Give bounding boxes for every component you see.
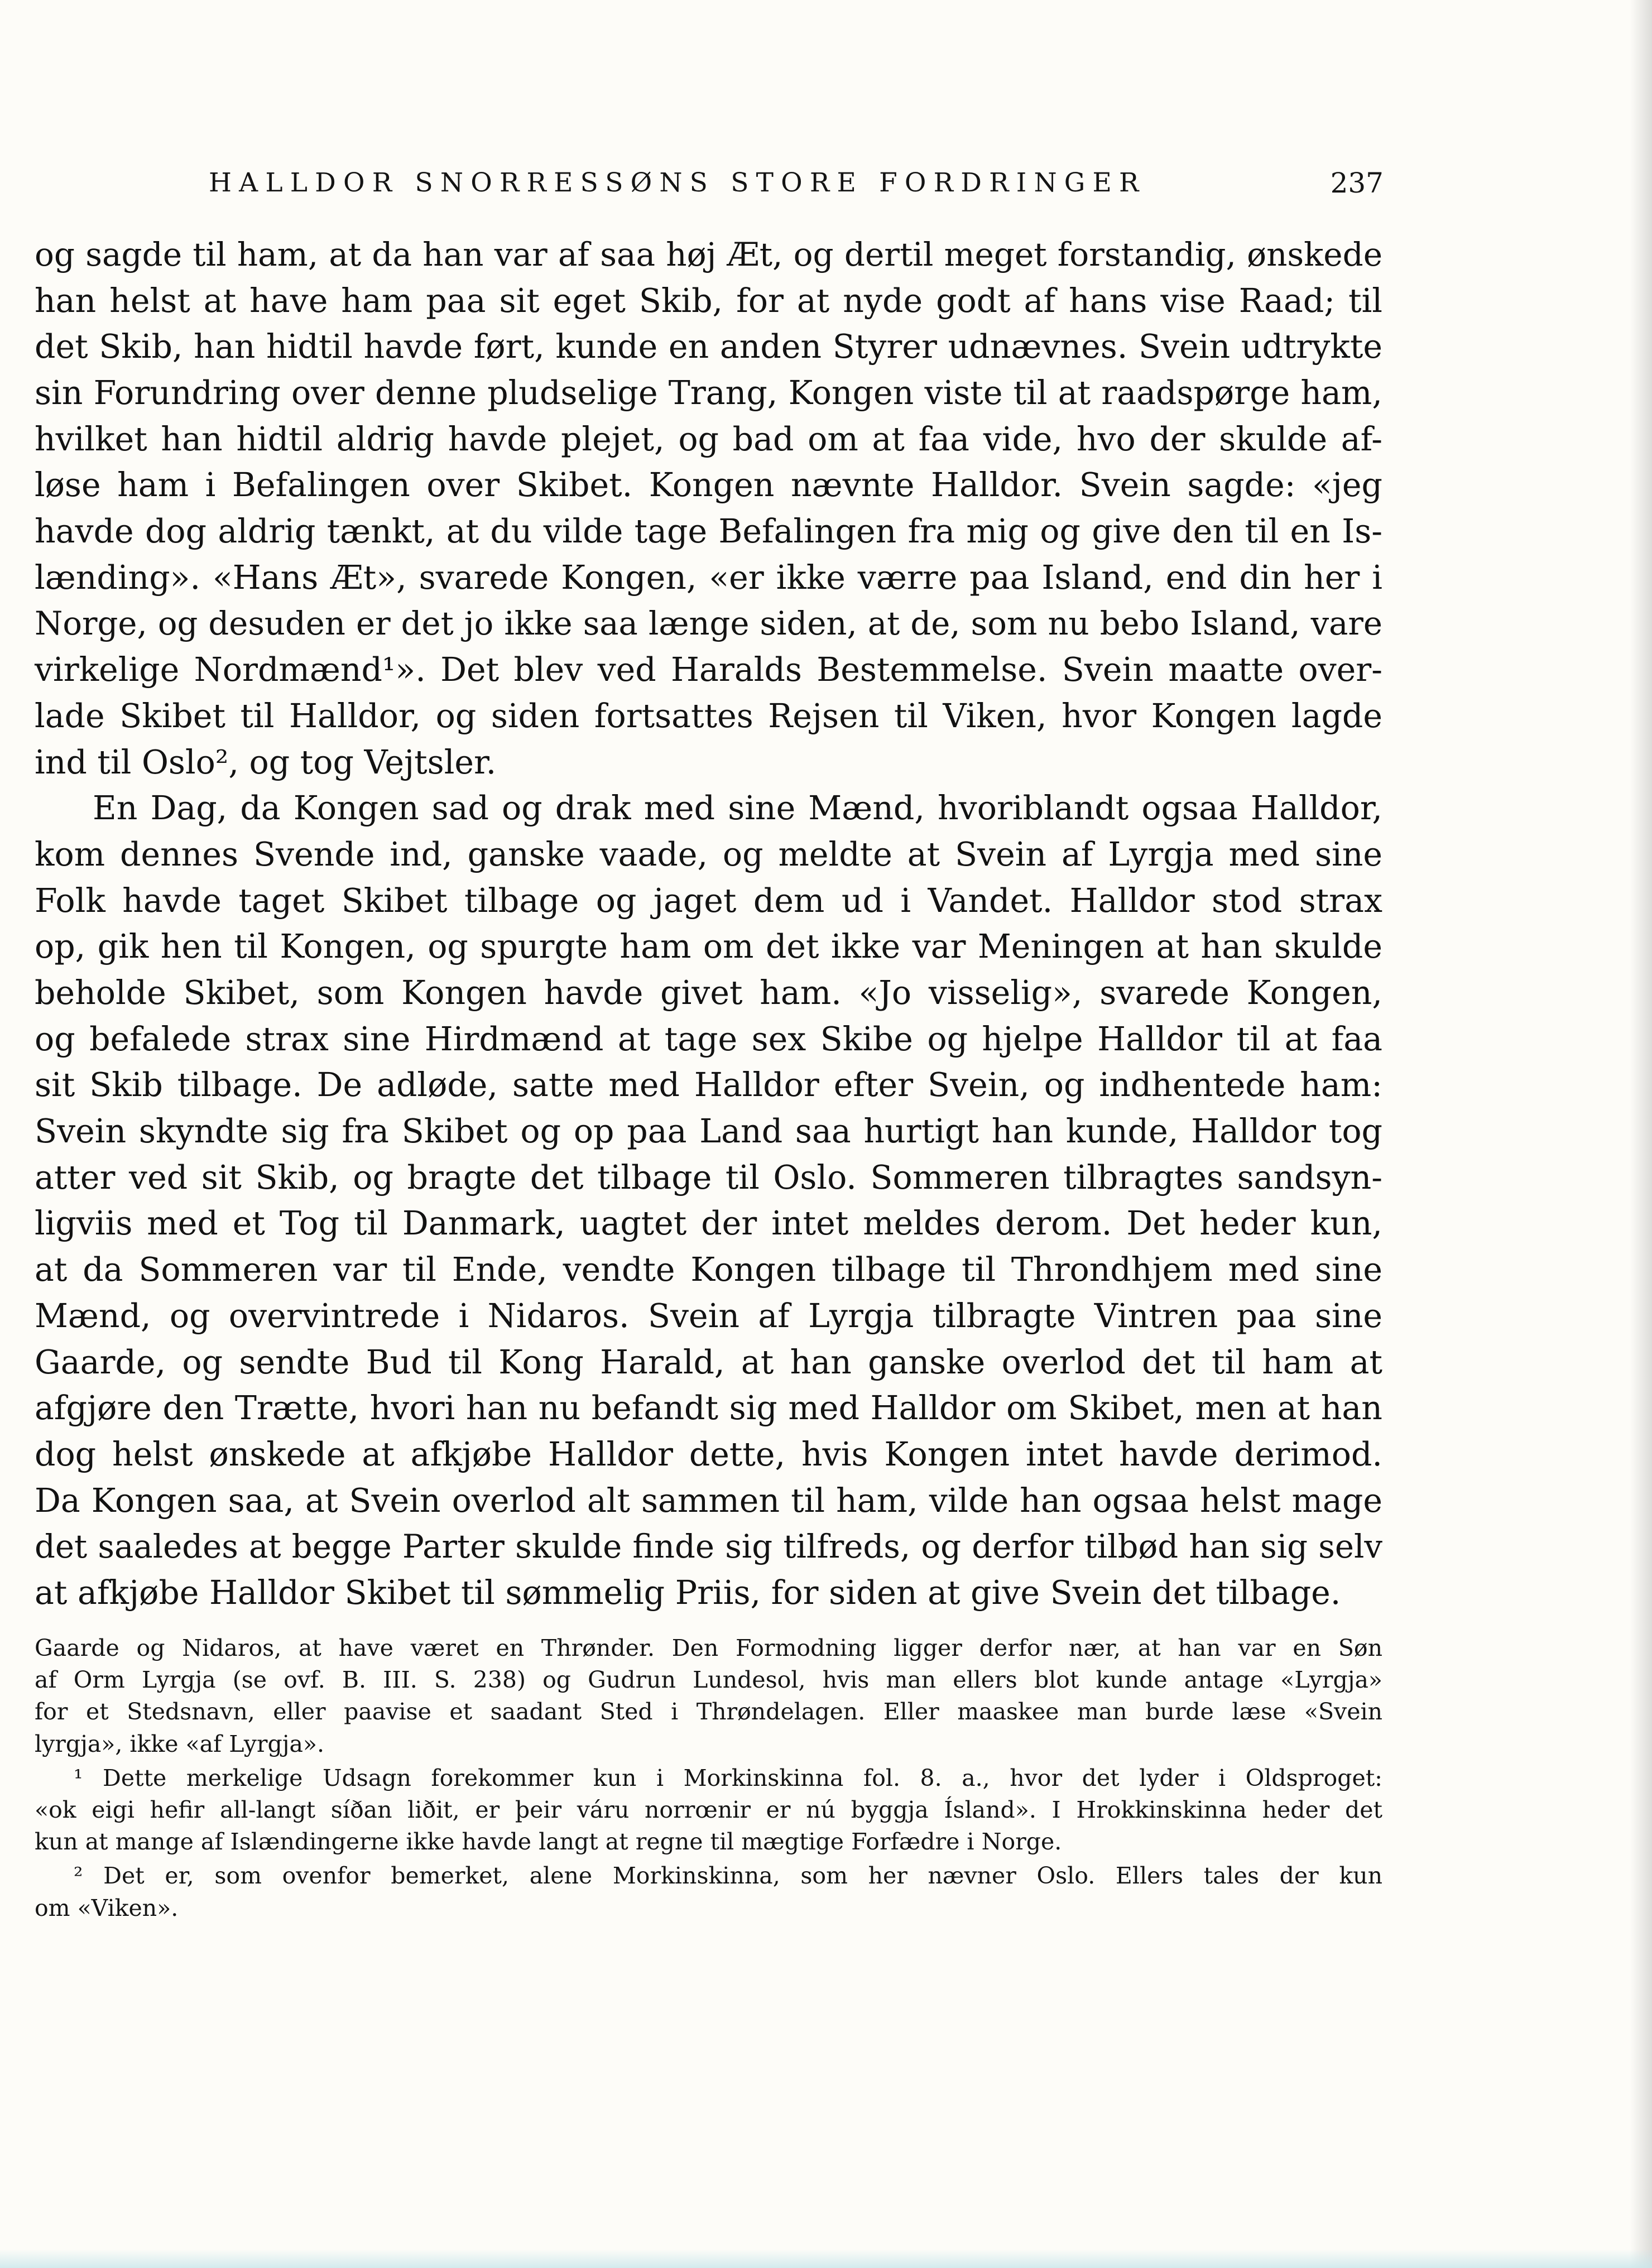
body-line: at afkjøbe Halldor Skibet til sømmelig Priis, for siden at give Svein det tilbage.: [35, 1573, 1341, 1612]
body-line: Mænd, og overvintrede i Nidaros. Svein af Lyrgja tilbragte Vintren paa sine: [35, 1296, 1382, 1335]
body-line: og sagde til ham, at da han var af saa høj Æt, og dertil meget forstandig, ønskede: [35, 236, 1382, 273]
body-line: løse ham i Befalingen over Skibet. Kongen nævnte Halldor. Svein sagde: «jeg: [35, 466, 1382, 504]
footnote-line: kun at mange af Islændingerne ikke havde langt at regne til mægtige Forfædre i Norge.: [35, 1828, 1062, 1856]
paragraph-start-line: En Dag, da Kongen sad og drak med sine Mænd, hvoriblandt ogsaa Halldor,: [93, 789, 1382, 828]
body-line: Norge, og desuden er det jo ikke saa længe siden, at de, som nu bebo Island, vare: [35, 604, 1382, 642]
footnotes: [35, 1632, 1382, 1924]
body-line: ind til Oslo², og tog Vejtsler.: [35, 743, 497, 781]
body-line: lade Skibet til Halldor, og siden fortsattes Rejsen til Viken, hvor Kongen lagde: [35, 696, 1382, 735]
footnote-line: af Orm Lyrgja (se ovf. B. III. S. 238) og Gudrun Lundesol, hvis man ellers blot kunde antage «Lyrgja»: [35, 1666, 1382, 1694]
footnote-2: ² Det er, som ovenfor bemerket, alene Morkinskinna, som her nævner Oslo. Ellers tales der kun: [74, 1862, 1382, 1890]
body-text: [35, 232, 1382, 1616]
body-line: hvilket han hidtil aldrig havde plejet, og bad om at faa vide, hvo der skulde af-: [35, 420, 1382, 458]
body-line: og befalede strax sine Hirdmænd at tage sex Skibe og hjelpe Halldor til at faa: [35, 1020, 1382, 1058]
footnote-line: «ok eigi hefir all-langt síðan liðit, er þeir váru norrœnir er nú byggja Ísland». I Hrokkinskinna heder det: [35, 1796, 1382, 1823]
body-line: sin Forundring over denne pludselige Trang, Kongen viste til at raadspørge ham,: [35, 374, 1382, 412]
body-line: op, gik hen til Kongen, og spurgte ham om det ikke var Meningen at han skulde: [35, 928, 1382, 966]
body-line: afgjøre den Trætte, hvori han nu befandt sig med Halldor om Skibet, men at han: [35, 1389, 1382, 1428]
scan-bottom-edge: [0, 2249, 1652, 2268]
body-line: Svein skyndte sig fra Skibet og op paa Land saa hurtigt han kunde, Halldor tog: [35, 1112, 1382, 1151]
body-line: at da Sommeren var til Ende, vendte Kongen tilbage til Throndhjem med sine: [35, 1251, 1382, 1289]
body-line: sit Skib tilbage. De adlødе, satte med Halldor efter Svein, og indhentede ham:: [35, 1066, 1382, 1104]
body-line: det saaledes at begge Parter skulde finde sig tilfreds, og derfor tilbød han sig selv: [35, 1527, 1382, 1566]
running-title: HALLDOR SNORRESSØNS STORE FORDRINGER: [209, 167, 1146, 198]
body-line: dog helst ønskede at afkjøbe Halldor dette, hvis Kongen intet havde derimod.: [35, 1435, 1382, 1473]
footnote-line: for et Stedsnavn, eller paavise et saadant Sted i Thrøndelagen. Eller maaskee man burde læse «Svein: [35, 1698, 1382, 1726]
body-line: Folk havde taget Skibet tilbage og jaget dem ud i Vandet. Halldor stod strax: [35, 881, 1382, 920]
body-line: lænding». «Hans Æt», svarede Kongen, «er ikke værre paa Island, end din her i: [35, 558, 1382, 597]
footnote-line: lyrgja», ikke «af Lyrgja».: [35, 1730, 325, 1757]
body-line: havde dog aldrig tænkt, at du vilde tage Befalingen fra mig og give den til en Is-: [35, 512, 1382, 551]
body-line: Da Kongen saa, at Svein overlod alt sammen til ham, vilde han ogsaa helst mage: [35, 1481, 1382, 1520]
body-line: kom dennes Svende ind, ganske vaade, og meldte at Svein af Lyrgja med sine: [35, 835, 1382, 873]
page-header: [209, 165, 1384, 204]
footnote-line: om «Viken».: [35, 1894, 179, 1921]
page-edge-shadow: [1630, 0, 1652, 2268]
body-line: virkelige Nordmænd¹». Det blev ved Haralds Bestemmelse. Svein maatte over-: [35, 651, 1382, 689]
body-line: han helst at have ham paa sit eget Skib, for at nyde godt af hans vise Raad; til: [35, 281, 1382, 320]
body-line: atter ved sit Skib, og bragte det tilbage til Oslo. Sommeren tilbragtes sandsyn-: [35, 1158, 1382, 1197]
body-line: Gaarde, og sendte Bud til Kong Harald, at han ganske overlod det til ham at: [35, 1343, 1382, 1381]
body-line: ligviis med et Tog til Danmark, uagtet der intet meldes derom. Det heder kun,: [35, 1204, 1382, 1243]
body-line: beholde Skibet, som Kongen havde givet ham. «Jo visselig», svarede Kongen,: [35, 974, 1382, 1012]
page-number: 237: [1330, 167, 1384, 199]
footnote-line: Gaarde og Nidaros, at have været en Thrønder. Den Formodning ligger derfor nær, at han var en Søn: [35, 1635, 1382, 1661]
body-line: det Skib, han hidtil havde ført, kunde en anden Styrer udnævnes. Svein udtrykte: [35, 328, 1382, 366]
footnote-1: ¹ Dette merkelige Udsagn forekommer kun i Morkinskinna fol. 8. a., hvor det lyder i Oldsproget:: [74, 1764, 1382, 1791]
